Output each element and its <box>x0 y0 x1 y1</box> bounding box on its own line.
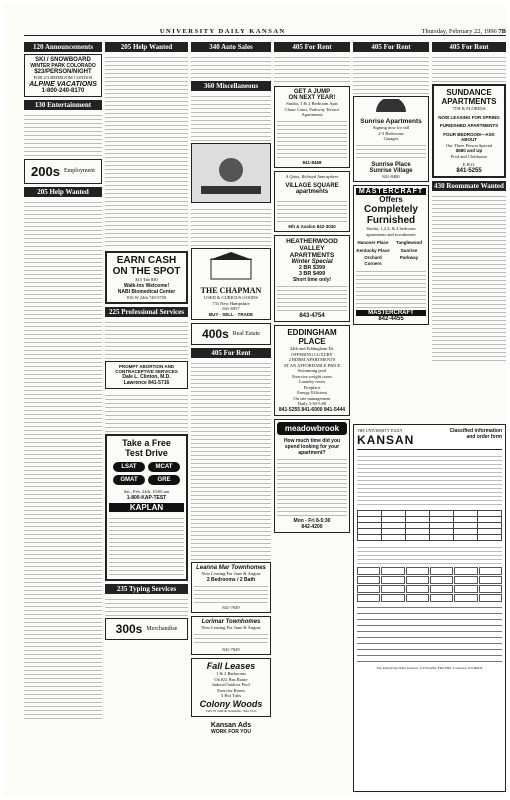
mastercraft-body <box>356 268 426 308</box>
mastercraft-t2: Completely Furnished <box>364 204 418 226</box>
section-header: 205 Help Wanted <box>24 187 102 197</box>
re-num: 400s <box>202 327 229 341</box>
kaplan-logo: KAPLAN <box>109 503 184 512</box>
eddingham-line: Laundry room <box>299 379 325 384</box>
classified-order-form <box>353 424 506 792</box>
form-body <box>357 544 502 564</box>
ski-place: WINTER PARK COLORADO <box>30 63 96 69</box>
section-header: 405 For Rent <box>191 348 271 358</box>
lorimar-body <box>194 631 268 645</box>
clinic-title2: CONTRACEPTIVE SERVICES <box>115 369 178 374</box>
form-line[interactable] <box>357 615 502 620</box>
section-header: 225 Professional Services <box>105 307 188 317</box>
eddingham-line: OFFERING LUXURY <box>291 351 333 357</box>
form-instructions <box>357 453 502 508</box>
section-header: 340 Auto Sales <box>191 42 271 52</box>
masthead-date: Thursday, February 22, 1996 7B <box>421 28 506 35</box>
jump-l2: ON NEXT YEAR! <box>288 95 336 101</box>
form-line[interactable] <box>357 603 502 608</box>
employment-num: 200s <box>31 163 60 179</box>
eddingham-line: On site management <box>293 395 331 401</box>
chapman-sub: USED & CURIOUS GOODS <box>204 295 258 300</box>
classified-text-block <box>105 596 188 616</box>
fall-title: Fall Leases <box>206 661 256 671</box>
kansan-ads-l2: WORK FOR YOU <box>211 729 251 735</box>
fall-line: On KU Bus Route <box>214 676 248 682</box>
heatherwood-br2: 2 BR $399 <box>298 265 326 271</box>
employment-label: Employment <box>63 168 95 174</box>
fall-addr: 1301 W 24th & Naismith • 842-5111 <box>205 708 257 713</box>
kansan-ads-promo <box>191 720 271 737</box>
property-name: Hanover Place <box>357 240 389 245</box>
eddingham-line: 2 BDRM APARTMENTS <box>288 357 336 362</box>
masthead <box>24 26 506 36</box>
earn-cash-l3: $15 Tab $30 <box>135 277 158 282</box>
column-1 <box>24 42 102 792</box>
mastercraft-phone: 842-4455 <box>378 316 404 322</box>
form-line[interactable] <box>357 609 502 614</box>
village-title: A Quiet, Relaxed Atmosphere <box>285 174 339 179</box>
fall-line: 1 & 2 Bedrooms <box>216 671 246 676</box>
eddingham-ad <box>274 325 350 416</box>
classified-text-block <box>274 54 350 84</box>
heatherwood-phone: 843-4754 <box>299 313 325 319</box>
eddingham-line: Swimming pool <box>297 368 327 373</box>
kaplan-phone: 1-800-KAP-TEST <box>126 494 167 501</box>
exam-badge: GMAT <box>113 475 145 485</box>
eddingham-line: Fireplace <box>303 384 321 390</box>
property-name: Kentucky Place <box>356 247 390 253</box>
fall-brand: Colony Woods <box>199 698 263 709</box>
real-estate-ad <box>191 323 271 345</box>
merch-num: 300s <box>115 621 143 636</box>
rate-table <box>357 510 502 541</box>
meadowbrook-q: How much time did you spend looking for your apartment? <box>283 437 341 456</box>
sunrise-body <box>356 142 426 160</box>
sunrise-line: Garages <box>383 136 399 141</box>
clinic-title: PROMPT ABORTION AND <box>118 364 175 369</box>
section-header: 430 Roommate Wanted <box>432 181 506 191</box>
earn-cash-l4: Walk-ins Welcome! <box>123 282 170 289</box>
eddingham-line: Energy Efficient <box>297 390 327 395</box>
form-brand: KANSAN <box>357 433 415 447</box>
lorimar-sub: Now Leasing For June & August <box>201 625 261 630</box>
mastercraft-ad <box>353 185 429 325</box>
sundance-phone: 841-5255 <box>456 167 482 174</box>
building-icon <box>201 251 261 281</box>
sunrise-line: Sunrise Village <box>369 167 413 174</box>
sunrise-line: 2-3 Bedrooms <box>378 130 404 136</box>
leannamar-ad <box>191 562 271 613</box>
jump-phone: 841-8468 <box>302 159 322 165</box>
heatherwood-title: HEATHERWOOD VALLEY APARTMENTS <box>286 238 338 259</box>
sundance-title: SUNDANCE APARTMENTS <box>441 88 497 106</box>
column-6 <box>432 42 506 437</box>
get-a-jump-ad <box>274 86 350 168</box>
column-5 <box>353 42 429 437</box>
leannamar-sub: Now Leasing For June & August <box>201 571 261 576</box>
ski-title: SKI / SNOWBOARD <box>35 57 91 63</box>
lorimar-title: Lorimar Townhomes <box>201 619 261 625</box>
form-line[interactable] <box>357 657 502 662</box>
heatherwood-sub: Winter Special <box>291 259 333 265</box>
form-line[interactable] <box>357 639 502 644</box>
kaplan-l1: Take a Free <box>122 438 171 448</box>
sunrise-ad <box>353 96 429 182</box>
fall-leases-ad <box>191 658 271 717</box>
classified-text-block <box>191 54 271 79</box>
kaplan-body <box>109 515 184 575</box>
eddingham-title: EDDINGHAM PLACE <box>287 328 337 346</box>
classified-text-block <box>191 93 271 141</box>
sundance-sub: 7TH & FLORIDA <box>452 106 486 111</box>
property-name: Sunrise <box>400 247 418 253</box>
classified-text-block <box>191 360 271 560</box>
classified-text-block <box>105 319 188 359</box>
sun-icon <box>196 148 266 198</box>
form-footer: The University Daily Kansan, 119 Stauffer-Flint Hall, Lawrence, KS 66045 <box>376 666 483 670</box>
heatherwood-br3: 3 BR $499 <box>298 271 326 277</box>
section-header: 360 Miscellaneous <box>191 81 271 91</box>
earn-cash-l2: ON THE SPOT <box>112 266 181 277</box>
sundance-l1: NOW LEASING FOR SPRING <box>438 114 500 120</box>
fall-line: Indoor/Outdoor Pool <box>212 682 250 687</box>
leannamar-title: Leanna Mar Townhomes <box>196 565 266 571</box>
form-line[interactable] <box>357 627 502 632</box>
eddingham-sub: 24th and Eddingham Dr. <box>289 346 335 351</box>
ski-ad <box>24 54 102 97</box>
form-line[interactable] <box>357 621 502 626</box>
mastercraft-t3: Studio, 1,2,3, & 4 bedroom apartments and townhomes <box>366 226 416 237</box>
heatherwood-ad <box>274 235 350 322</box>
form-line[interactable] <box>357 633 502 638</box>
classified-text-block <box>353 54 429 94</box>
sundance-ad <box>432 84 506 178</box>
heatherwood-body <box>277 283 347 311</box>
chapman-title: THE CHAPMAN <box>200 286 262 295</box>
merch-ad <box>105 618 188 640</box>
meadowbrook-phone: 842-4200 <box>301 523 323 530</box>
meadowbrook-body <box>277 456 347 516</box>
merch-label: Merchandise <box>146 625 178 632</box>
section-header: 405 For Rent <box>353 42 429 52</box>
kaplan-date: Sat., Feb. 24th, 10:00 am <box>123 489 170 494</box>
earn-cash-ad <box>105 251 188 304</box>
sundance-l4: Our Three Person Special <box>445 142 493 148</box>
eddingham-line: AT AN AFFORDABLE PRICE <box>283 362 341 368</box>
sunrise-phone: 841-8400 <box>382 173 400 179</box>
eddingham-line: Exercise weight room <box>292 373 332 379</box>
village-addr: 9th & Avalon 842-3040 <box>288 223 336 229</box>
fall-line: 3 Hot Tubs <box>220 693 241 698</box>
sundance-l2: FURNISHED APARTMENTS <box>439 123 499 128</box>
mastercraft-logo: MASTERCRAFT <box>356 188 426 195</box>
sunrise-sub: Signing now for fall <box>372 125 410 130</box>
village-body <box>277 198 347 222</box>
form-title: THE UNIVERSITY DAILY <box>357 428 403 433</box>
classified-text-block <box>24 112 102 157</box>
form-right: Classified information and order form <box>449 428 502 440</box>
section-header: 130 Entertainment <box>24 100 102 110</box>
jump-l4: Chase Court, Parkway Terrace Apartments <box>284 106 340 117</box>
re-label: Real Estate <box>232 331 260 337</box>
jump-l3: Studio, 1 & 2 Bedroom Apts <box>286 101 338 106</box>
sundance-l6: Pool and Clubhouse <box>450 153 488 159</box>
sunrise-icon <box>371 99 411 113</box>
exam-badge: GRE <box>148 475 180 485</box>
classified-text-block <box>432 193 506 363</box>
lorimar-ad <box>191 616 271 655</box>
masthead-title: UNIVERSITY DAILY KANSAN <box>159 28 286 35</box>
section-header: 235 Typing Services <box>105 584 188 594</box>
earn-cash-l1: EARN CASH <box>116 255 177 266</box>
meadowbrook-logo: meadowbrook <box>277 422 347 435</box>
chapman-tag: BUY · SELL · TRADE <box>208 311 254 317</box>
leannamar-body <box>194 583 268 603</box>
clinic-name: Dale L. Clinton, M.D. <box>122 374 171 380</box>
ski-price: $23/PERSON/NIGHT <box>34 69 92 75</box>
earn-cash-l5: NABI Biomedical Center <box>117 288 176 295</box>
leannamar-phone: 841-7849 <box>222 604 240 610</box>
property-name: Orchard Corners <box>364 255 382 266</box>
section-header: 405 For Rent <box>274 42 350 52</box>
sundance-l3: FOUR BEDROOM—ASK ABOUT <box>443 131 495 142</box>
classified-text-block <box>24 199 102 719</box>
sunrise-line: Sunrise Place <box>371 161 411 168</box>
mastercraft-logo2: MASTERCRAFT <box>356 310 426 316</box>
chapman-ad <box>191 248 271 320</box>
column-3 <box>191 42 271 792</box>
section-header: 205 Help Wanted <box>105 42 188 52</box>
chapman-addr: 731 New Hampshire <box>212 300 250 306</box>
chapman-phone: 841-6957 <box>222 306 240 311</box>
section-header: 120 Announcements <box>24 42 102 52</box>
newspaper-page <box>4 4 506 796</box>
ad-copy-grid[interactable] <box>357 567 502 602</box>
classified-text-block <box>432 54 506 82</box>
meadowbrook-ad <box>274 419 350 533</box>
clinic-city: Lawrence 841-5716 <box>123 380 170 386</box>
village-square-ad <box>274 171 350 232</box>
exam-badge: MCAT <box>148 462 180 472</box>
cancun-ad <box>191 143 271 203</box>
eddingham-phones: 841-5255 841-6000 841-5444 <box>278 406 346 413</box>
employment-ad <box>24 159 102 184</box>
column-2 <box>105 42 188 792</box>
form-line[interactable] <box>357 651 502 656</box>
earn-cash-l6: 816 W 24th 749-5750 <box>126 294 167 300</box>
column-4 <box>274 42 350 792</box>
exam-badge: LSAT <box>113 462 145 472</box>
jump-l1: GET A JUMP <box>293 89 331 95</box>
kaplan-l2: Test Drive <box>125 448 168 458</box>
ski-condos: FOR 2/3 BEDROOM CONDOS <box>33 75 93 80</box>
mastercraft-t1: Offers <box>379 195 403 204</box>
village-brand: VILLAGE SQUARE apartments <box>285 182 339 195</box>
property-name: Tanglewood <box>396 240 422 245</box>
form-line[interactable] <box>357 645 502 650</box>
fall-line: Exercise Room <box>217 687 245 693</box>
jump-body <box>277 118 347 158</box>
section-header: 405 For Rent <box>432 42 506 52</box>
sundance-l5: $680 and Up <box>455 148 483 153</box>
classified-text-block <box>191 206 271 246</box>
property-name: Parkway <box>399 255 419 260</box>
kansan-ads-l1: Kansan Ads <box>210 722 252 729</box>
ski-brand: ALPINE VACATIONS <box>29 80 97 88</box>
leannamar-beds: 2 Bedrooms / 2 Bath <box>206 576 256 583</box>
classified-text-block <box>105 54 188 249</box>
sundance-l7: E.H.O. <box>462 162 476 167</box>
eddingham-line: Daily 3:30-5:00 <box>297 401 327 406</box>
classified-text-block <box>105 392 188 432</box>
heatherwood-note: Short time only! <box>292 277 332 283</box>
clinic-ad <box>105 361 188 389</box>
meadowbrook-hours: Mon - Fri 8-5:30 <box>293 517 331 524</box>
kaplan-ad <box>105 434 188 581</box>
ski-phone: 1-800-240-8170 <box>41 87 85 94</box>
sunrise-title: Sunrise Apartments <box>360 118 422 125</box>
lorimar-phone: 841-7849 <box>222 646 240 652</box>
